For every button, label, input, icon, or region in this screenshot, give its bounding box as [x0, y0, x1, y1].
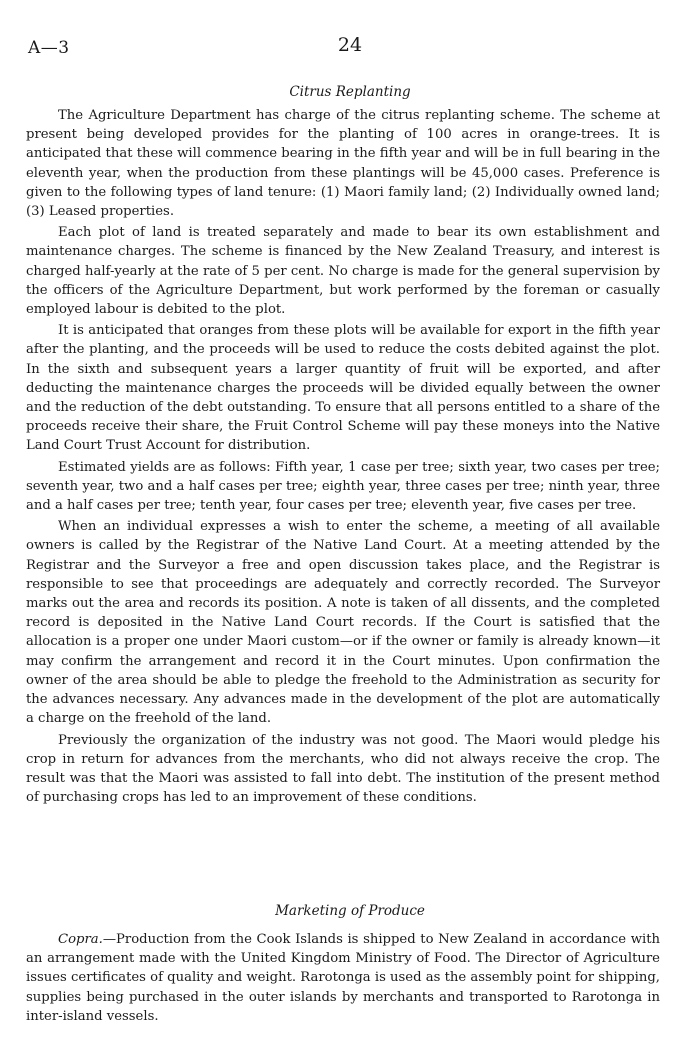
- marketing-heading: Marketing of Produce: [275, 903, 425, 919]
- copra-lead: Copra.: [58, 932, 103, 947]
- citrus-paragraph-3: It is anticipated that oranges from these plots will be available for export in the fifth year after the planting, and the proceeds will be used to reduce the costs debited against the plot. In the sixth and subsequent years a larger quantity of fruit will be exported, and after deducting the maintenance charges the proceeds will be divided equally between the owner and the reduction of the debt outstanding. To ensure that all persons entitled to a share of the proceeds receive their share, the Fruit Control Scheme will pay these moneys into the Native Land Court Trust Account for distribution.: [26, 323, 660, 454]
- citrus-body: [26, 106, 660, 809]
- copra-text: —Production from the Cook Islands is shipped to New Zealand in accordance with an arrangement made with the United Kingdom Ministry of Food. The Director of Agriculture issues certificates of quality and weight. Rarotonga is used as the assembly point for shipping, supplies being purchased in the outer islands by merchants and transported to Rarotonga in inter-island vessels.: [26, 932, 660, 1024]
- copra-paragraph: [26, 930, 660, 1026]
- page-number: 24: [337, 34, 363, 56]
- citrus-heading: Citrus Replanting: [289, 84, 411, 100]
- marketing-body: [26, 930, 660, 1028]
- citrus-paragraph-2: Each plot of land is treated separately and made to bear its own establishment and maintenance charges. The scheme is financed by the New Zealand Treasury, and interest is charged half-yearly at the rate of 5 per cent. No charge is made for the general supervision by the officers of the Agriculture Department, but work performed by the foreman or casually employed labour is debited to the plot.: [26, 225, 660, 318]
- citrus-paragraph-1: The Agriculture Department has charge of the citrus replanting scheme. The scheme at present being developed provides for the planting of 100 acres in orange-trees. It is anticipated that these will commence bearing in the fifth year and will be in full bearing in the eleventh year, when the production from these plantings will be 45,000 cases. Preference is given to the following types of land tenure: (1) Maori family land; (2) Individually owned land; (3) Leased properties.: [26, 108, 660, 220]
- citrus-paragraph-6: Previously the organization of the industry was not good. The Maori would pledge his crop in return for advances from the merchants, who did not always receive the crop. The result was that the Maori was assisted to fall into debt. The institution of the present method of purchasing crops has led to an improvement of these conditions.: [26, 732, 660, 806]
- citrus-paragraph-5: When an individual expresses a wish to enter the scheme, a meeting of all available owners is called by the Registrar of the Native Land Court. At a meeting attended by the Registrar and the Surveyor a free and open discussion takes place, and the Registrar is responsible to see that proceedings are adequately and correctly recorded. The Surveyor marks out the area and records its position. A note is taken of all dissents, and the completed record is deposited in the Native Land Court records. If the Court is satisfied that the allocation is a proper one under Maori custom—or if the owner or family is already known—it may confirm the arrangement and record it in the Court minutes. Upon confirmation the owner of the area should be able to pledge the freehold to the Administration as security for the advances necessary. Any advances made in the development of the plot are automatically a charge on the freehold of the land.: [26, 519, 660, 727]
- section-code: A—3: [28, 38, 70, 58]
- citrus-paragraph-4: Estimated yields are as follows: Fifth year, 1 case per tree; sixth year, two cases per tree; seventh year, two and a half cases per tree; eighth year, three cases per tree; ninth year, three and a half cases per tree; tenth year, four cases per tree; eleventh year, five cases per tree.: [26, 459, 660, 514]
